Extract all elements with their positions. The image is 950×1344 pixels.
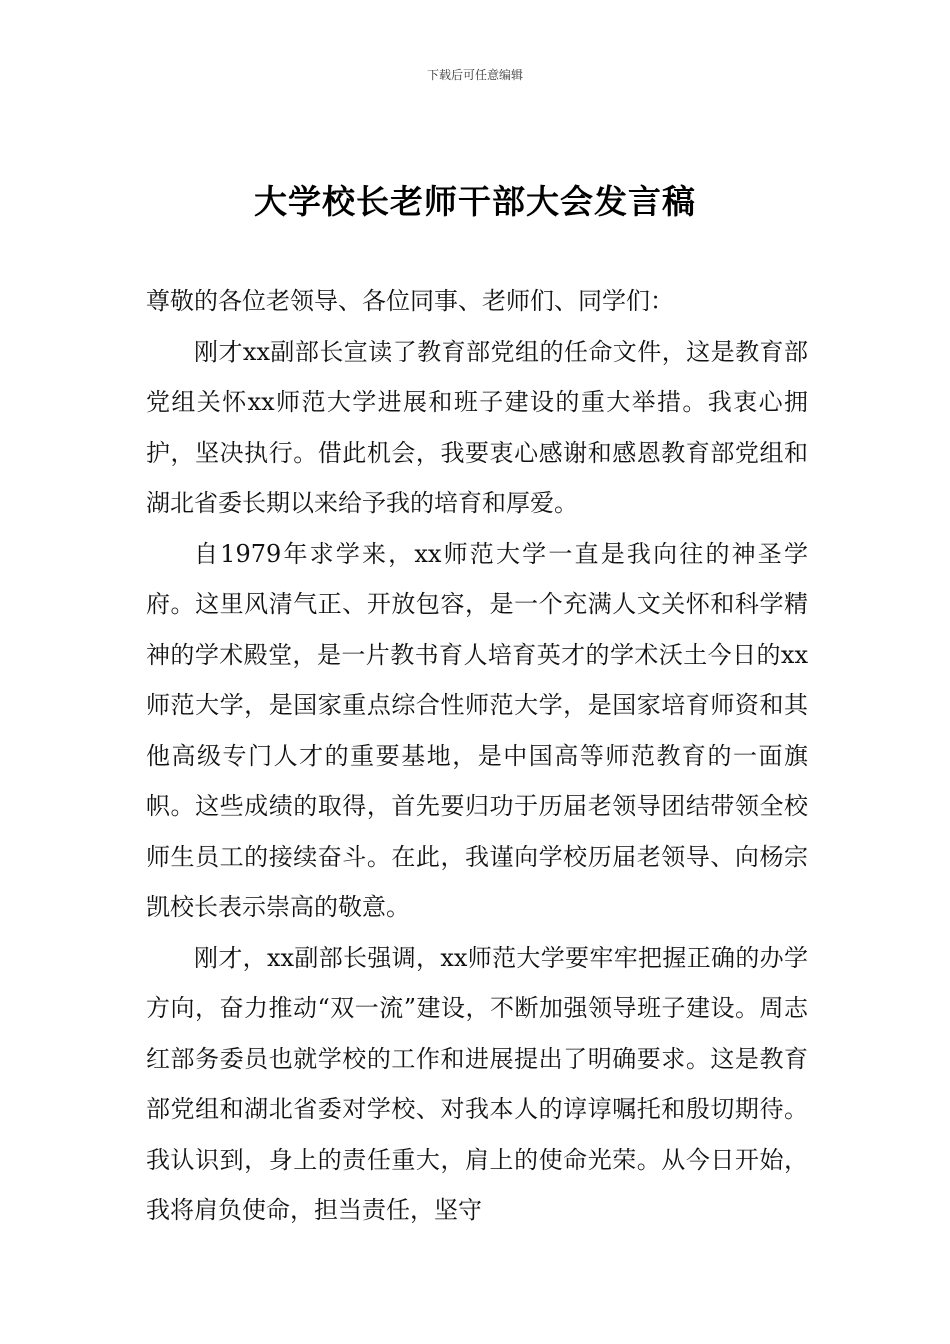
paragraph-3: 刚才，xx副部长强调，xx师范大学要牢牢把握正确的办学方向，奋力推动“双一流”建设，不断加强领导班子建设。周志红部务委员也就学校的工作和进展提出了明确要求。这是教育部党组和湖北省委对学校、对我本人的谆谆嘱托和殷切期待。我认识到，身上的责任重大，肩上的使命光荣。从今日开始，我将肩负使命，担当责任，坚守 xyxy=(146,943,808,1224)
document-body xyxy=(146,276,808,1236)
header-note: 下载后可任意编辑 xyxy=(426,68,523,82)
paragraph-2: 自1979年求学来，xx师范大学一直是我向往的神圣学府。这里风清气正、开放包容，是一个充满人文关怀和科学精神的学术殿堂，是一片教书育人培育英才的学术沃土今日的xx师范大学，是国家重点综合性师范大学，是国家培育师资和其他高级专门人才的重要基地，是中国高等师范教育的一面旗帜。这些成绩的取得，首先要归功于历届老领导团结带领全校师生员工的接续奋斗。在此，我谨向学校历届老领导、向杨宗凯校长表示崇高的敬意。 xyxy=(146,539,808,921)
paragraph-1: 刚才xx副部长宣读了教育部党组的任命文件，这是教育部党组关怀xx师范大学进展和班子建设的重大举措。我衷心拥护，坚决执行。借此机会，我要衷心感谢和感恩教育部党组和湖北省委长期以来给予我的培育和厚爱。 xyxy=(146,337,808,517)
salutation: 尊敬的各位老领导、各位同事、老师们、同学们： xyxy=(146,287,674,315)
document-title: 大学校长老师干部大会发言稿 xyxy=(254,182,696,221)
